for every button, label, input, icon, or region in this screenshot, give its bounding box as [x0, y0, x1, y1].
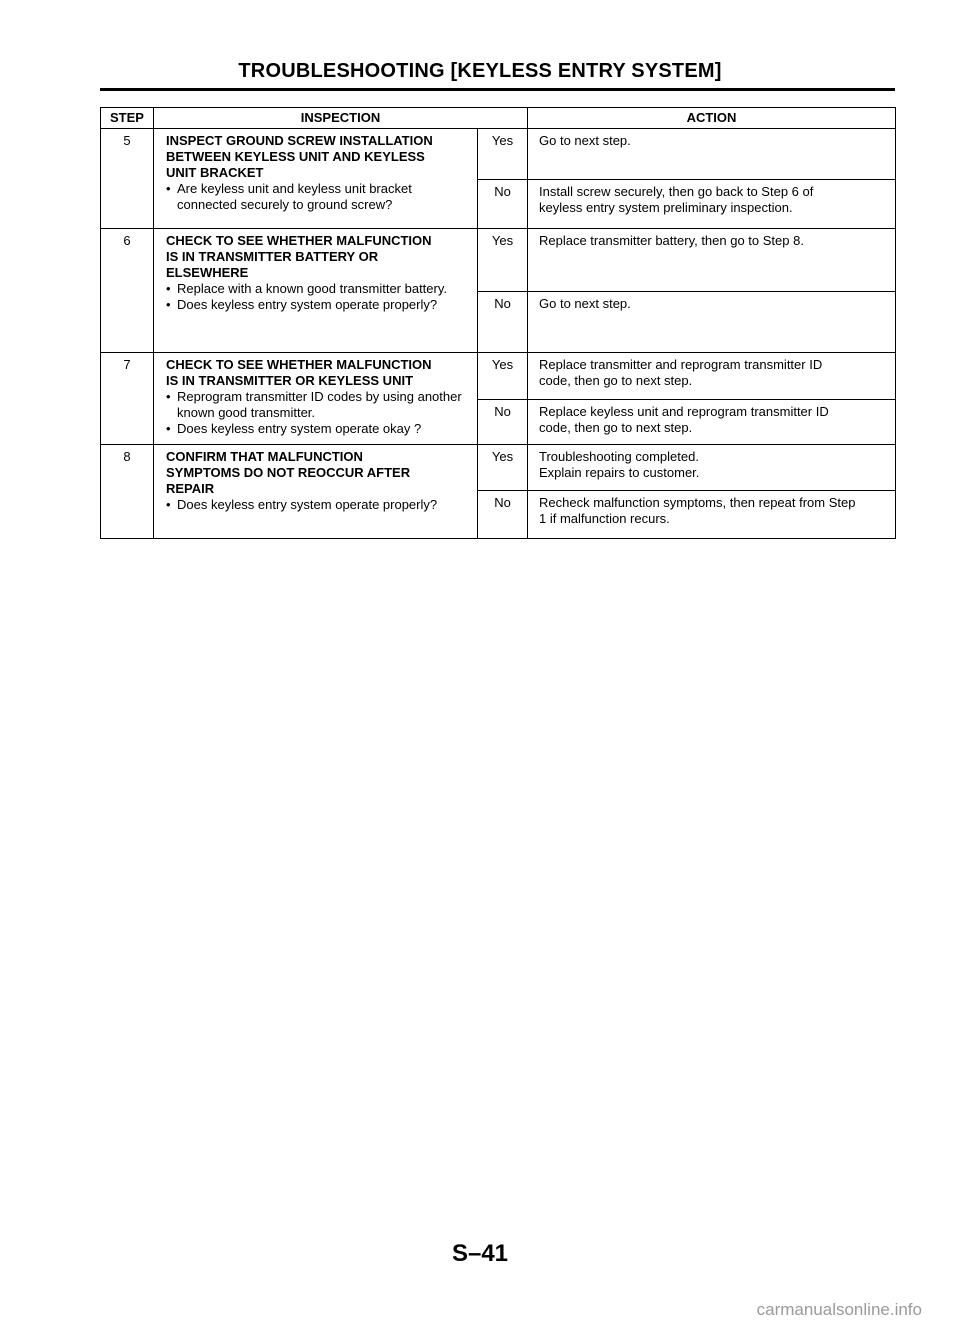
yes-action: Troubleshooting completed. Explain repairs to customer.: [528, 445, 896, 491]
yes-label: Yes: [478, 445, 528, 491]
bullet-icon: •: [166, 389, 171, 404]
no-label: No: [478, 180, 528, 229]
troubleshooting-table: [100, 107, 896, 539]
bullet-icon: •: [166, 181, 171, 196]
no-label: No: [478, 400, 528, 445]
no-action: Recheck malfunction symptoms, then repeat from Step 1 if malfunction recurs.: [528, 491, 896, 539]
page-title: TROUBLESHOOTING [KEYLESS ENTRY SYSTEM]: [238, 60, 722, 82]
table-row: [101, 445, 896, 491]
inspection-cell: [154, 129, 478, 229]
bullet-text: Does keyless entry system operate properly?: [177, 497, 438, 512]
yes-action: Go to next step.: [528, 129, 896, 180]
inspection-bullet: [166, 181, 469, 213]
inspection-heading: CHECK TO SEE WHETHER MALFUNCTION IS IN TRANSMITTER BATTERY OR ELSEWHERE: [166, 233, 432, 280]
inspection-bullet: [166, 281, 469, 297]
table-body: [101, 129, 896, 539]
step-number: 6: [101, 229, 154, 353]
column-header-action: ACTION: [528, 108, 896, 129]
yes-label: Yes: [478, 353, 528, 400]
step-number: 5: [101, 129, 154, 229]
bullet-icon: •: [166, 281, 171, 296]
bullet-text: Replace with a known good transmitter battery.: [177, 281, 448, 296]
no-label: No: [478, 292, 528, 353]
no-action: Replace keyless unit and reprogram transmitter ID code, then go to next step.: [528, 400, 896, 445]
yes-action: Replace transmitter and reprogram transmitter ID code, then go to next step.: [528, 353, 896, 400]
bullet-text: Are keyless unit and keyless unit bracket connected securely to ground screw?: [177, 181, 412, 212]
inspection-heading: CONFIRM THAT MALFUNCTION SYMPTOMS DO NOT REOCCUR AFTER REPAIR: [166, 449, 411, 496]
table-row: [101, 353, 896, 400]
column-header-inspection: INSPECTION: [154, 108, 528, 129]
no-action: Install screw securely, then go back to Step 6 of keyless entry system preliminary inspection.: [528, 180, 896, 229]
no-label: No: [478, 491, 528, 539]
inspection-bullet: [166, 421, 469, 437]
bullet-text: Reprogram transmitter ID codes by using another known good transmitter.: [177, 389, 462, 420]
watermark: carmanualsonline.info: [756, 1300, 922, 1319]
yes-label: Yes: [478, 229, 528, 292]
step-number: 8: [101, 445, 154, 539]
page-number: S–41: [451, 1240, 509, 1267]
no-action: Go to next step.: [528, 292, 896, 353]
bullet-text: Does keyless entry system operate okay ?: [177, 421, 422, 436]
bullet-icon: •: [166, 297, 171, 312]
table-header-row: [101, 108, 896, 129]
yes-label: Yes: [478, 129, 528, 180]
column-header-step: STEP: [101, 108, 154, 129]
bullet-icon: •: [166, 421, 171, 436]
inspection-cell: [154, 353, 478, 445]
bullet-text: Does keyless entry system operate properly?: [177, 297, 438, 312]
inspection-heading: INSPECT GROUND SCREW INSTALLATION BETWEEN KEYLESS UNIT AND KEYLESS UNIT BRACKET: [166, 133, 433, 180]
inspection-bullet: [166, 297, 469, 313]
inspection-heading: CHECK TO SEE WHETHER MALFUNCTION IS IN TRANSMITTER OR KEYLESS UNIT: [166, 357, 432, 388]
yes-action: Replace transmitter battery, then go to Step 8.: [528, 229, 896, 292]
inspection-cell: [154, 229, 478, 353]
inspection-cell: [154, 445, 478, 539]
inspection-bullet: [166, 389, 469, 421]
inspection-bullet: [166, 497, 469, 513]
title-rule: [100, 88, 895, 91]
table-row: [101, 129, 896, 180]
step-number: 7: [101, 353, 154, 445]
bullet-icon: •: [166, 497, 171, 512]
table-row: [101, 229, 896, 292]
